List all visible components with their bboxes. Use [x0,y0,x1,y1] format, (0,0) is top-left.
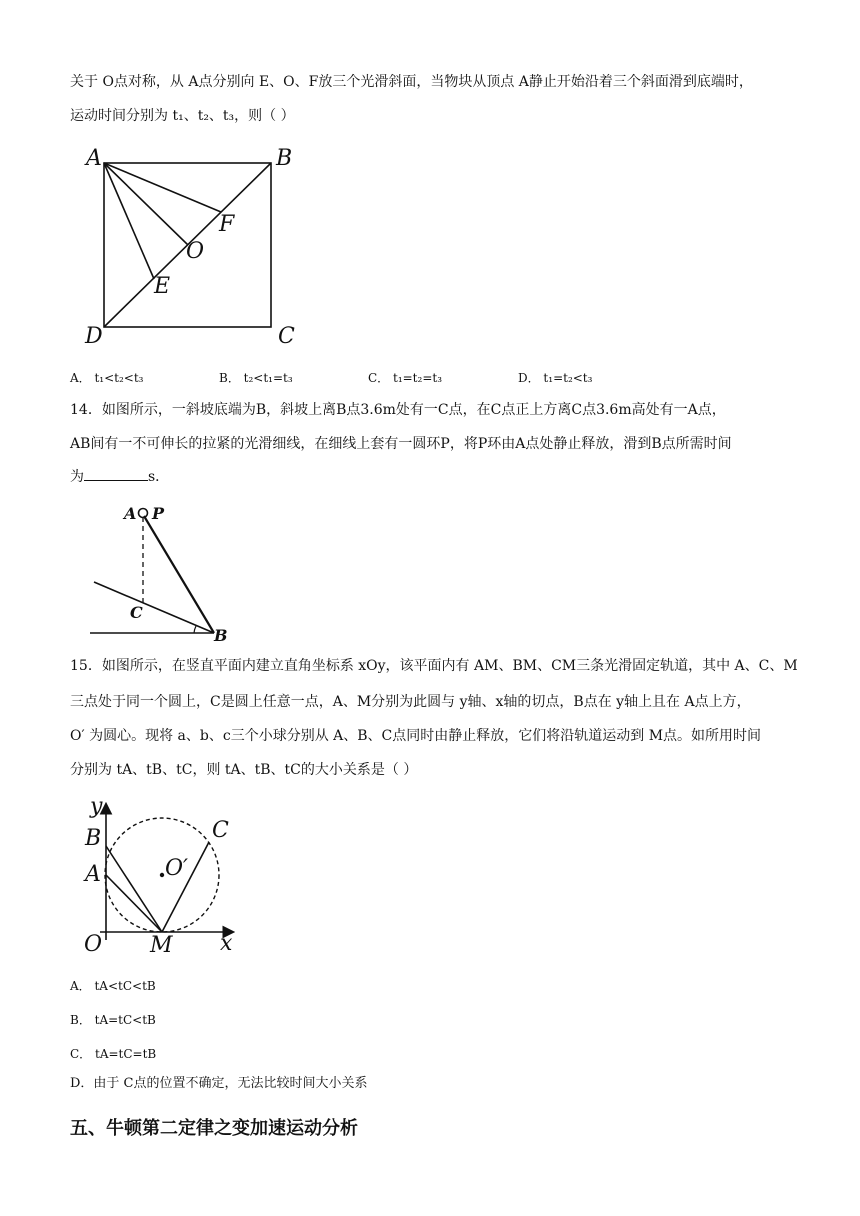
q15-option-c[interactable]: C． tA=tC=tB [70,1047,157,1061]
q15-text-line-1: 15．如图所示，在竖直平面内建立直角坐标系 xOy，该平面内有 AM、BM、CM三条光滑固定轨道，其中 A、C、M [70,658,798,674]
q13-square-figure [82,145,312,350]
q15-track-bm [106,846,162,932]
q15-label-center: O′ [165,856,189,881]
q14-text-line-2: AB间有一不可伸长的拉紧的光滑细线，在细线上套有一圆环P，将P环由A点处静止释放，滑到B点所需时间 [70,436,732,452]
section-5-title: 五、牛顿第二定律之变加速运动分析 [70,1118,358,1139]
q13-incline-ao [104,163,188,245]
q13-label-b: B [276,146,293,171]
q13-label-a: A [86,146,102,171]
q13-label-c: C [278,324,295,349]
q15-text-line-3: O′ 为圆心。现将 a、b、c三个小球分别从 A、B、C点同时由静止释放，它们将沿轨道运动到 M点。如所用时间 [70,728,762,744]
q14-text-line-3 [70,466,169,487]
q15-label-a: A [85,862,101,887]
q15-option-a[interactable]: A． tA<tC<tB [70,979,156,993]
q13-option-b[interactable]: B． t₂<t₁=t₃ [219,371,293,385]
q13-text-line-1: 关于 O点对称，从 A点分别向 E、O、F放三个光滑斜面，当物块从顶点 A静止开始沿着三个斜面滑到底端时， [70,74,753,90]
q14-label-a: A [124,504,137,523]
q15-option-d[interactable]: D．由于 C点的位置不确定，无法比较时间大小关系 [70,1076,368,1091]
q14-text-line-1: 14．如图所示，一斜坡底端为B，斜坡上离B点3.6m处有一C点，在C点正上方离C点3.6m高处有一A点， [70,402,726,418]
q14-label-b: B [214,626,228,645]
q13-text-line-2: 运动时间分别为 t₁、t₂、t₃，则（ ） [70,108,295,124]
q13-label-f: F [219,212,235,237]
q13-option-d[interactable]: D． t₁=t₂<t₃ [518,371,593,385]
q15-label-m: M [150,933,173,958]
q14-slope-line [94,582,214,633]
q13-label-e: E [154,274,171,299]
q13-option-c[interactable]: C． t₁=t₂=t₃ [368,371,443,385]
q15-coordinate-figure [80,795,250,960]
q15-label-b: B [85,826,102,851]
q14-angle-arc [194,626,196,633]
q14-label-p: P [152,504,165,523]
q15-option-b[interactable]: B． tA=tC<tB [70,1013,156,1027]
q15-label-c: C [212,818,229,843]
q15-label-y: y [90,795,103,819]
q13-label-d: D [85,324,103,349]
q15-text-line-4: 分别为 tA、tB、tC，则 tA、tB、tC的大小关系是（ ） [70,762,418,778]
q13-option-a[interactable]: A． t₁<t₂<t₃ [70,371,144,385]
q15-text-line-2: 三点处于同一个圆上，C是圆上任意一点，A、M分别为此圆与 y轴、x轴的切点，B点在 y轴上且在 A点上方， [70,694,751,710]
q15-label-o: O [84,932,103,957]
q13-label-o: O [186,239,205,264]
q15-center-dot [160,873,164,877]
q14-line-3-suffix: s． [148,469,170,485]
q14-answer-blank[interactable] [84,466,148,481]
q14-slope-figure [86,500,236,645]
q14-line-3-prefix: 为 [70,469,84,485]
q14-label-c: C [130,603,143,622]
q14-ring-p [139,509,148,518]
q14-string-ab [144,516,214,633]
q15-label-x: x [220,931,233,956]
q15-track-am [106,875,162,932]
